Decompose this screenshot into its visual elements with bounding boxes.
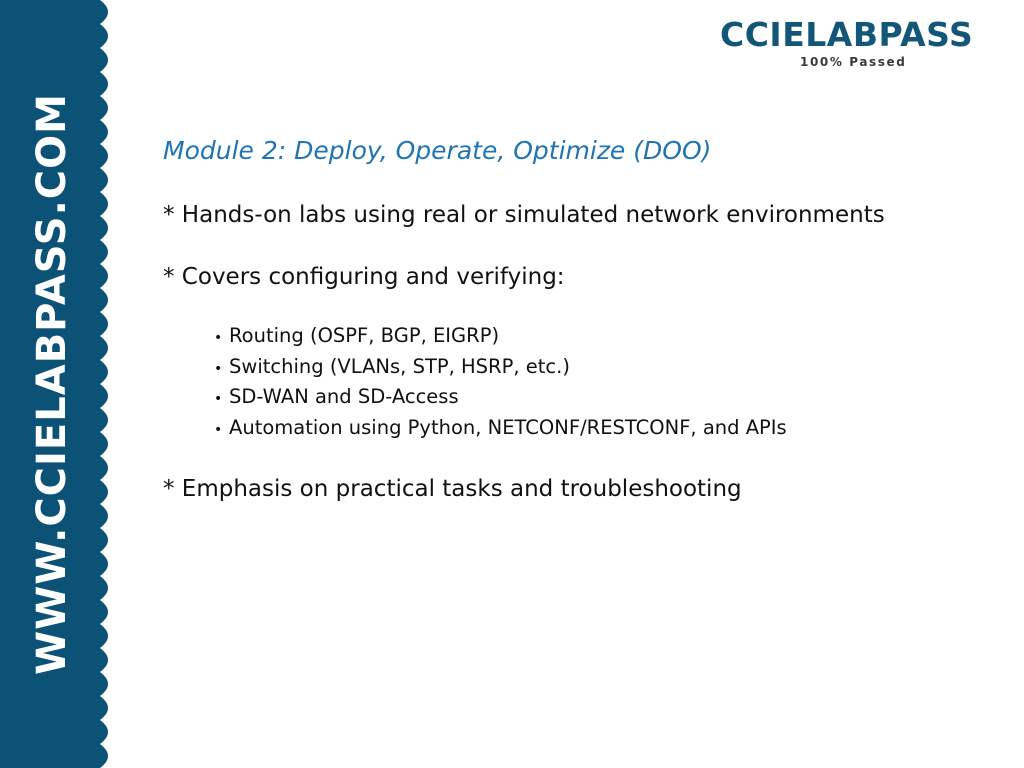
bullet-dot-icon: •: [214, 421, 223, 438]
bullet-dot-icon: •: [214, 360, 223, 377]
slide-paragraph-covers: * Covers configuring and verifying:: [163, 264, 565, 290]
logo-tagline: 100% Passed: [800, 55, 907, 69]
slide-paragraph-hands-on: * Hands-on labs using real or simulated network environments: [163, 202, 885, 228]
bullet-text: SD-WAN and SD-Access: [229, 385, 459, 408]
bullet-item: [214, 414, 983, 445]
bullet-text: Routing (OSPF, BGP, EIGRP): [229, 324, 500, 347]
bullet-item: [214, 353, 983, 384]
bullet-text: Switching (VLANs, STP, HSRP, etc.): [229, 354, 570, 378]
sidebar-website-text: WWW.CCIELABPASS.COM: [29, 93, 75, 675]
bullet-item: [214, 322, 983, 353]
bullet-list: [163, 322, 983, 444]
bullet-item: [214, 383, 983, 414]
logo-wordmark: CCIELABPASS: [720, 15, 974, 54]
slide-title: Module 2: Deploy, Operate, Optimize (DOO): [163, 136, 712, 165]
sidebar-banner: [0, 0, 124, 768]
slide-content: [163, 136, 983, 504]
bullet-dot-icon: •: [214, 330, 223, 346]
brand-logo: [716, 14, 996, 74]
bullet-text: Automation using Python, NETCONF/RESTCONF, and APIs: [229, 415, 787, 439]
bullet-dot-icon: •: [214, 391, 223, 407]
slide-paragraph-emphasis: * Emphasis on practical tasks and troubleshooting: [163, 476, 742, 502]
